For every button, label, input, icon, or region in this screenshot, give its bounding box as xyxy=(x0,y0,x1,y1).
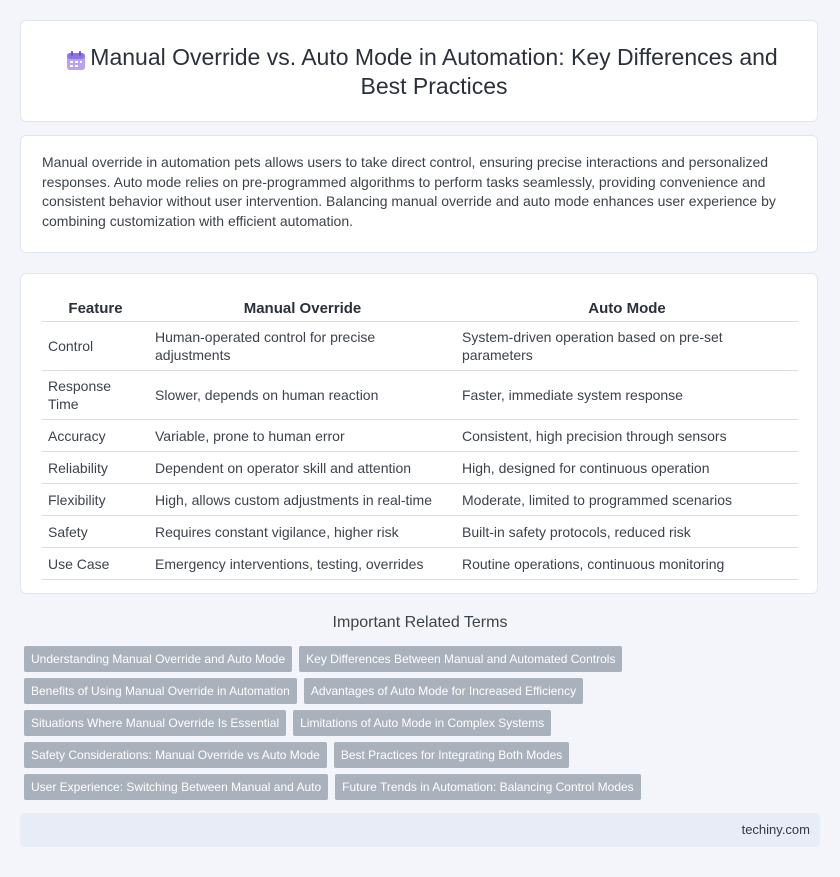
tag-row xyxy=(24,742,824,768)
table-cell-feature: Use Case xyxy=(42,548,149,580)
table-row xyxy=(42,452,798,484)
table-cell-manual: Emergency interventions, testing, overrides xyxy=(149,548,456,580)
table-row xyxy=(42,371,798,420)
related-term-tag[interactable]: Best Practices for Integrating Both Modes xyxy=(334,742,569,768)
table-cell-manual: Slower, depends on human reaction xyxy=(149,371,456,420)
table-cell-manual: Requires constant vigilance, higher risk xyxy=(149,516,456,548)
related-term-tag[interactable]: Key Differences Between Manual and Automated Controls xyxy=(299,646,622,672)
related-terms-list xyxy=(24,646,824,806)
related-term-tag[interactable]: Safety Considerations: Manual Override vs Auto Mode xyxy=(24,742,327,768)
footer-brand[interactable]: techiny.com xyxy=(741,822,810,837)
table-cell-manual: Variable, prone to human error xyxy=(149,420,456,452)
table-row xyxy=(42,548,798,580)
footer xyxy=(20,813,820,847)
page-title: Manual Override vs. Auto Mode in Automation: Key Differences and Best Practices xyxy=(90,44,778,99)
table-cell-manual: High, allows custom adjustments in real-time xyxy=(149,484,456,516)
column-header-auto-mode: Auto Mode xyxy=(456,294,798,322)
table-row xyxy=(42,484,798,516)
table-cell-feature: Control xyxy=(42,322,149,371)
tag-row xyxy=(24,774,824,800)
related-term-tag[interactable]: User Experience: Switching Between Manual and Auto xyxy=(24,774,328,800)
table-cell-feature: Accuracy xyxy=(42,420,149,452)
table-cell-auto: Routine operations, continuous monitoring xyxy=(456,548,798,580)
related-term-tag[interactable]: Understanding Manual Override and Auto Mode xyxy=(24,646,292,672)
table-cell-auto: Consistent, high precision through sensors xyxy=(456,420,798,452)
table-cell-auto: Built-in safety protocols, reduced risk xyxy=(456,516,798,548)
tag-row xyxy=(24,646,824,672)
related-term-tag[interactable]: Limitations of Auto Mode in Complex Systems xyxy=(293,710,551,736)
column-header-manual-override: Manual Override xyxy=(149,294,456,322)
comparison-table xyxy=(42,294,798,580)
comparison-table-card xyxy=(20,273,818,594)
intro-card xyxy=(20,135,818,253)
table-cell-auto: Moderate, limited to programmed scenarios xyxy=(456,484,798,516)
table-row xyxy=(42,322,798,371)
table-cell-auto: Faster, immediate system response xyxy=(456,371,798,420)
table-row xyxy=(42,420,798,452)
table-cell-auto: System-driven operation based on pre-set parameters xyxy=(456,322,798,371)
table-row xyxy=(42,516,798,548)
related-terms-heading: Important Related Terms xyxy=(332,614,508,631)
table-cell-manual: Human-operated control for precise adjustments xyxy=(149,322,456,371)
related-term-tag[interactable]: Situations Where Manual Override Is Essential xyxy=(24,710,286,736)
related-term-tag[interactable]: Advantages of Auto Mode for Increased Efficiency xyxy=(304,678,583,704)
table-cell-manual: Dependent on operator skill and attention xyxy=(149,452,456,484)
table-cell-feature: Reliability xyxy=(42,452,149,484)
title-card xyxy=(20,20,818,122)
table-header-row xyxy=(42,294,798,322)
column-header-feature: Feature xyxy=(42,294,149,322)
table-cell-feature: Flexibility xyxy=(42,484,149,516)
related-term-tag[interactable]: Benefits of Using Manual Override in Automation xyxy=(24,678,297,704)
table-cell-auto: High, designed for continuous operation xyxy=(456,452,798,484)
tag-row xyxy=(24,710,824,736)
tag-row xyxy=(24,678,824,704)
table-cell-feature: Safety xyxy=(42,516,149,548)
table-cell-feature: Response Time xyxy=(42,371,149,420)
intro-paragraph: Manual override in automation pets allows users to take direct control, ensuring precise interactions and personalized responses. Auto mode relies on pre-programmed algorithms to perform tasks seamlessly, providing convenience and consistent behavior without user intervention. Balancing manual override and auto mode enhances user experience by combining customization with efficient automation. xyxy=(42,154,776,229)
related-term-tag[interactable]: Future Trends in Automation: Balancing Control Modes xyxy=(335,774,641,800)
